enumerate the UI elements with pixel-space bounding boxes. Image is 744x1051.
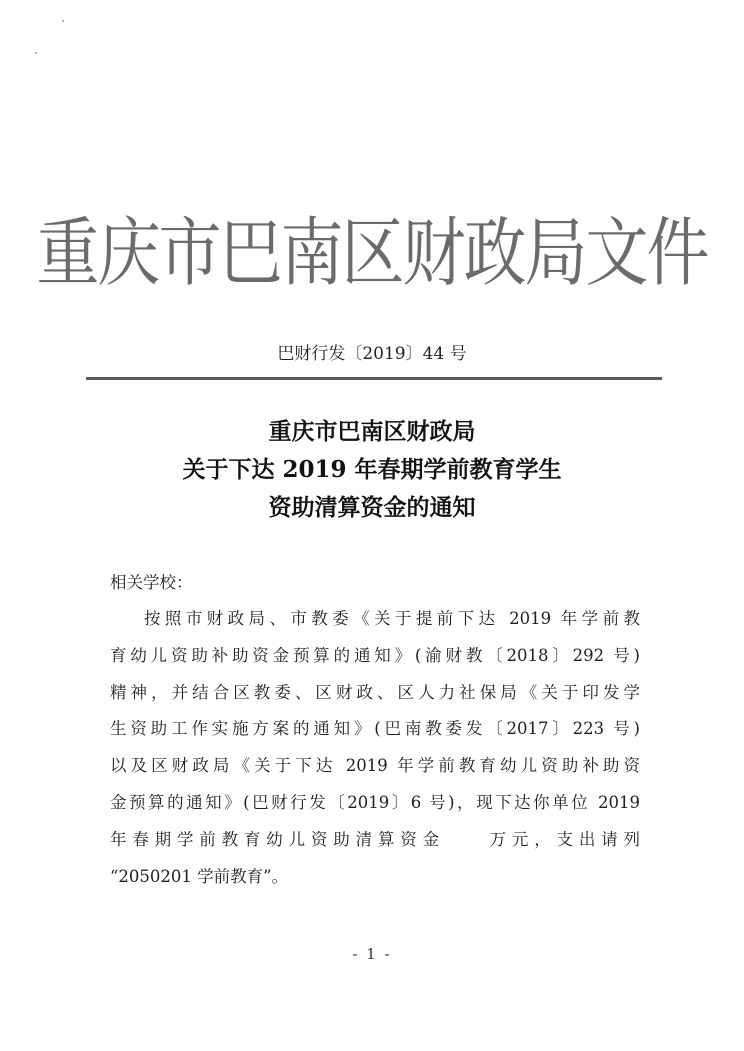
paragraph-line: 以及区财政局《关于下达 2019 年学前教育幼儿资助补助资: [110, 756, 640, 776]
body-text: [110, 565, 640, 895]
paragraph-line: 育幼儿资助补助资金预算的通知》(渝财教〔2018〕292 号): [110, 645, 640, 665]
paragraph-line: 精神，并结合区教委、区财政、区人力社保局《关于印发学: [110, 682, 640, 702]
issuer-header-title: 重庆市巴南区财政局文件: [36, 210, 708, 297]
paragraph-line: 生资助工作实施方案的通知》(巴南教委发〔2017〕223 号): [110, 719, 640, 739]
paragraph-line: “2050201 学前教育”。: [110, 866, 289, 886]
notice-title-line: 关于下达 2019 年春期学前教育学生: [182, 456, 562, 483]
page-number: - 1 -: [352, 945, 392, 963]
document-number: 巴财行发〔2019〕44 号: [277, 344, 467, 364]
paragraph-line: 年春期学前教育幼儿资助清算资金 万元，支出请列: [110, 829, 640, 849]
scan-speck: [35, 52, 37, 54]
notice-title-line: 资助清算资金的通知: [268, 494, 476, 521]
header-divider: [86, 377, 662, 380]
scan-speck: [62, 20, 64, 22]
paragraph-line: 按照市财政局、市教委《关于提前下达 2019 年学前教: [144, 609, 640, 628]
paragraph-line: 金预算的通知》(巴财行发〔2019〕6 号)，现下达你单位 2019: [110, 792, 640, 812]
notice-title: [0, 413, 744, 527]
addressee: 相关学校：: [110, 573, 193, 592]
notice-title-line: 重庆市巴南区财政局: [268, 418, 476, 445]
